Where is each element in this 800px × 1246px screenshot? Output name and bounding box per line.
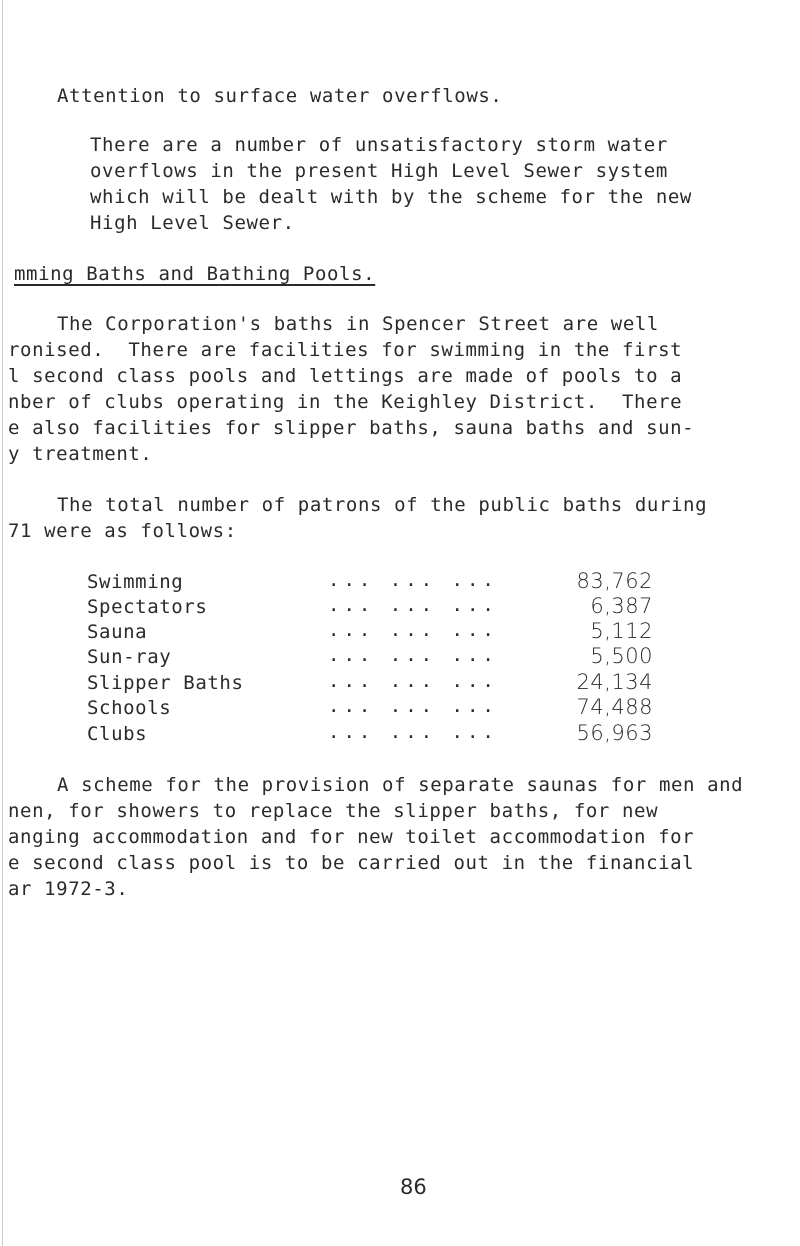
paragraph-line: e also facilities for slipper baths, sauna baths and sun- xyxy=(8,417,695,439)
paragraph-line: There are a number of unsatisfactory storm water xyxy=(90,134,668,156)
row-value: 83,762 xyxy=(576,569,653,593)
row-label: Sauna xyxy=(87,621,148,643)
row-label: Spectators xyxy=(87,596,208,618)
row-label: Clubs xyxy=(87,723,148,745)
paragraph-line: l second class pools and lettings are made of pools to a xyxy=(8,365,683,387)
leader-dots: ... ... ... xyxy=(328,594,498,616)
paragraph-line: The total number of patrons of the public baths during xyxy=(57,494,708,516)
left-margin-rule xyxy=(2,0,3,1246)
paragraph-line: 71 were as follows: xyxy=(8,520,237,542)
row-value: 74,488 xyxy=(576,695,653,719)
leader-dots: ... ... ... xyxy=(328,619,498,641)
leader-dots: ... ... ... xyxy=(328,569,498,591)
paragraph-line: ar 1972-3. xyxy=(8,878,129,900)
paragraph-line: overflows in the present High Level Sewer system xyxy=(90,160,668,182)
paragraph-line: anging accommodation and for new toilet accommodation for xyxy=(8,826,695,848)
paragraph-line: High Level Sewer. xyxy=(90,212,295,234)
row-label: Swimming xyxy=(87,571,184,593)
paragraph-line: y treatment. xyxy=(8,443,153,465)
row-value: 5,112 xyxy=(590,619,653,643)
row-value: 5,500 xyxy=(590,644,653,668)
paragraph-line: nber of clubs operating in the Keighley District. There xyxy=(8,391,683,413)
leader-dots: ... ... ... xyxy=(328,670,498,692)
leader-dots: ... ... ... xyxy=(328,721,498,743)
paragraph-line: The Corporation's baths in Spencer Street are well xyxy=(57,313,659,335)
leader-dots: ... ... ... xyxy=(328,695,498,717)
row-label: Schools xyxy=(87,697,172,719)
row-value: 24,134 xyxy=(576,670,653,694)
row-value: 6,387 xyxy=(590,594,653,618)
page-number: 86 xyxy=(400,1175,427,1199)
row-value: 56,963 xyxy=(576,721,653,745)
row-label: Sun-ray xyxy=(87,646,172,668)
row-label: Slipper Baths xyxy=(87,672,244,694)
paragraph-line: e second class pool is to be carried out in the financial xyxy=(8,852,695,874)
section-heading-swimming-baths: mming Baths and Bathing Pools. xyxy=(14,263,376,285)
paragraph-line: ronised. There are facilities for swimming in the first xyxy=(8,339,683,361)
section-heading-attention: Attention to surface water overflows. xyxy=(57,85,503,107)
paragraph-line: A scheme for the provision of separate saunas for men and xyxy=(57,774,744,796)
paragraph-line: nen, for showers to replace the slipper baths, for new xyxy=(8,800,659,822)
leader-dots: ... ... ... xyxy=(328,644,498,666)
paragraph-line: which will be dealt with by the scheme for the new xyxy=(90,186,692,208)
